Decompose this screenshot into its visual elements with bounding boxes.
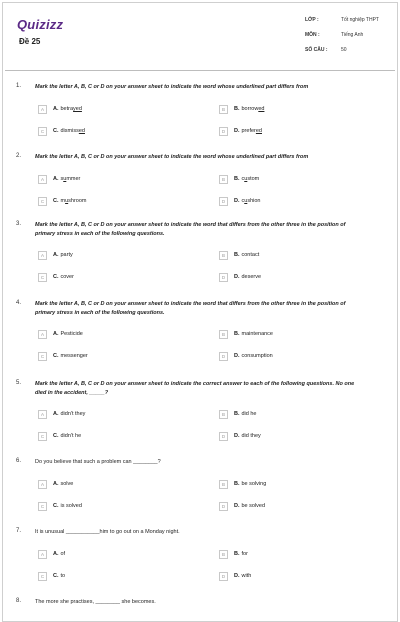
answer-checkbox[interactable]: B bbox=[219, 550, 228, 559]
option-text: is solved bbox=[60, 503, 82, 509]
option-text: for bbox=[241, 551, 248, 557]
meta-label: SỐ CÂU : bbox=[305, 47, 328, 53]
answer-checkbox[interactable]: A bbox=[38, 410, 47, 419]
answer-option-b[interactable] bbox=[219, 479, 266, 489]
question-text: It is unusual ___________him to go out on a Monday night. bbox=[35, 529, 180, 535]
question-text: Mark the letter A, B, C or D on your answer sheet to indicate the word that differs from the other three in the position of primary stress in each of the following questions. bbox=[35, 301, 346, 316]
option-letter: B. bbox=[234, 551, 240, 557]
option-text: contact bbox=[241, 252, 260, 258]
meta-block bbox=[305, 17, 379, 62]
answer-checkbox[interactable]: D bbox=[219, 432, 228, 441]
option-letter: B. bbox=[234, 481, 240, 487]
meta-label: LỚP : bbox=[305, 17, 319, 23]
answer-checkbox[interactable]: C bbox=[38, 572, 47, 581]
option-text: did they bbox=[241, 433, 261, 439]
question-text: Mark the letter A, B, C or D on your answer sheet to indicate the correct answer to each of the following questions. No one died in the accident, _____? bbox=[35, 381, 355, 396]
answer-checkbox[interactable]: B bbox=[219, 330, 228, 339]
answer-checkbox[interactable]: D bbox=[219, 197, 228, 206]
answer-option-d[interactable] bbox=[219, 501, 265, 511]
answer-checkbox[interactable]: A bbox=[38, 550, 47, 559]
question-number: 4. bbox=[16, 300, 22, 306]
question-number: 5. bbox=[16, 380, 22, 386]
option-text: betrayed bbox=[60, 106, 82, 112]
meta-row-class bbox=[305, 17, 379, 32]
answer-checkbox[interactable]: A bbox=[38, 105, 47, 114]
question-text: Mark the letter A, B, C or D on your answer sheet to indicate the word whose underlined part differs from bbox=[35, 84, 309, 90]
option-letter: A. bbox=[53, 176, 59, 182]
question-number: 8. bbox=[16, 598, 22, 604]
meta-row-count bbox=[305, 47, 379, 62]
option-letter: A. bbox=[53, 411, 59, 417]
option-text: with bbox=[241, 573, 252, 579]
answer-option-d[interactable] bbox=[219, 272, 261, 282]
question-number: 7. bbox=[16, 528, 22, 534]
answer-option-d[interactable] bbox=[219, 351, 273, 361]
question-text: The more she practises, ________ she becomes. bbox=[35, 599, 156, 605]
option-text: didn't he bbox=[60, 433, 82, 439]
option-letter: D. bbox=[234, 503, 240, 509]
answer-option-b[interactable] bbox=[219, 549, 248, 559]
answer-checkbox[interactable]: B bbox=[219, 251, 228, 260]
question-number: 3. bbox=[16, 221, 22, 227]
option-text: solve bbox=[60, 481, 74, 487]
question-number: 2. bbox=[16, 153, 22, 159]
answer-option-d[interactable] bbox=[219, 196, 260, 206]
answer-checkbox[interactable]: D bbox=[219, 352, 228, 361]
meta-value: Tiếng Anh bbox=[341, 32, 364, 38]
quizizz-logo: Quizizz bbox=[17, 17, 64, 32]
option-text: consumption bbox=[241, 353, 273, 359]
option-letter: A. bbox=[53, 331, 59, 337]
answer-checkbox[interactable]: A bbox=[38, 175, 47, 184]
answer-checkbox[interactable]: D bbox=[219, 572, 228, 581]
option-letter: C. bbox=[53, 503, 59, 509]
option-letter: C. bbox=[53, 573, 59, 579]
page-title: Đề 25 bbox=[19, 37, 41, 46]
option-letter: C. bbox=[53, 198, 59, 204]
answer-checkbox[interactable]: C bbox=[38, 197, 47, 206]
option-text: be solving bbox=[241, 481, 267, 487]
option-letter: B. bbox=[234, 411, 240, 417]
option-letter: A. bbox=[53, 106, 59, 112]
answer-option-a[interactable] bbox=[38, 549, 65, 559]
option-letter: C. bbox=[53, 433, 59, 439]
answer-checkbox[interactable]: B bbox=[219, 480, 228, 489]
answer-checkbox[interactable]: D bbox=[219, 273, 228, 282]
answer-checkbox[interactable]: D bbox=[219, 502, 228, 511]
option-letter: A. bbox=[53, 252, 59, 258]
option-letter: D. bbox=[234, 353, 240, 359]
option-text: of bbox=[60, 551, 66, 557]
option-text: be solved bbox=[241, 503, 266, 509]
answer-option-b[interactable] bbox=[219, 174, 259, 184]
answer-option-c[interactable] bbox=[38, 196, 87, 206]
answer-option-d[interactable] bbox=[219, 431, 261, 441]
answer-checkbox[interactable]: A bbox=[38, 480, 47, 489]
option-text: maintenance bbox=[241, 331, 273, 337]
question-number: 6. bbox=[16, 458, 22, 464]
option-text: deserve bbox=[241, 274, 262, 280]
meta-row-subject bbox=[305, 32, 379, 47]
meta-label: MÔN : bbox=[305, 32, 320, 38]
answer-option-a[interactable] bbox=[38, 479, 73, 489]
option-text: party bbox=[60, 252, 73, 258]
answer-option-d[interactable] bbox=[219, 126, 262, 136]
option-letter: B. bbox=[234, 106, 240, 112]
option-letter: D. bbox=[234, 433, 240, 439]
worksheet-page bbox=[2, 2, 398, 622]
answer-option-b[interactable] bbox=[219, 250, 259, 260]
question-number: 1. bbox=[16, 83, 22, 89]
answer-checkbox[interactable]: C bbox=[38, 352, 47, 361]
answer-checkbox[interactable]: B bbox=[219, 105, 228, 114]
option-text: cover bbox=[60, 274, 74, 280]
option-letter: C. bbox=[53, 128, 59, 134]
answer-option-b[interactable] bbox=[219, 104, 264, 114]
answer-option-a[interactable] bbox=[38, 104, 82, 114]
option-text: didn't they bbox=[60, 411, 86, 417]
option-letter: B. bbox=[234, 176, 240, 182]
option-letter: D. bbox=[234, 274, 240, 280]
answer-option-c[interactable] bbox=[38, 571, 65, 581]
option-text: to bbox=[60, 573, 66, 579]
answer-option-c[interactable] bbox=[38, 431, 81, 441]
meta-value: Tốt nghiệp THPT bbox=[341, 17, 379, 23]
option-text: dismissed bbox=[60, 128, 85, 134]
option-text: borrowed bbox=[241, 106, 265, 112]
answer-checkbox[interactable]: C bbox=[38, 273, 47, 282]
option-letter: C. bbox=[53, 353, 59, 359]
answer-checkbox[interactable]: B bbox=[219, 175, 228, 184]
question-text: Do you believe that such a problem can ________? bbox=[35, 459, 161, 465]
answer-option-c[interactable] bbox=[38, 272, 74, 282]
meta-value: 50 bbox=[341, 47, 347, 53]
option-text: summer bbox=[60, 176, 81, 182]
option-letter: D. bbox=[234, 198, 240, 204]
option-letter: B. bbox=[234, 252, 240, 258]
answer-option-b[interactable] bbox=[219, 329, 273, 339]
option-letter: A. bbox=[53, 481, 59, 487]
answer-option-c[interactable] bbox=[38, 501, 82, 511]
option-text: prefered bbox=[241, 128, 262, 134]
answer-checkbox[interactable]: B bbox=[219, 410, 228, 419]
option-letter: D. bbox=[234, 573, 240, 579]
answer-checkbox[interactable]: A bbox=[38, 330, 47, 339]
option-letter: A. bbox=[53, 551, 59, 557]
answer-checkbox[interactable]: A bbox=[38, 251, 47, 260]
header-divider bbox=[5, 70, 395, 71]
answer-option-b[interactable] bbox=[219, 409, 257, 419]
answer-option-c[interactable] bbox=[38, 351, 88, 361]
question-text: Mark the letter A, B, C or D on your answer sheet to indicate the word that differs from the other three in the position of primary stress in each of the following questions. bbox=[35, 222, 346, 237]
answer-option-a[interactable] bbox=[38, 174, 80, 184]
option-text: Pesticide bbox=[60, 331, 83, 337]
option-text: custom bbox=[241, 176, 260, 182]
option-letter: D. bbox=[234, 128, 240, 134]
answer-option-a[interactable] bbox=[38, 250, 73, 260]
question-text: Mark the letter A, B, C or D on your answer sheet to indicate the word whose underlined part differs from bbox=[35, 154, 309, 160]
answer-option-a[interactable] bbox=[38, 329, 83, 339]
option-letter: C. bbox=[53, 274, 59, 280]
option-text: cushion bbox=[241, 198, 261, 204]
option-letter: B. bbox=[234, 331, 240, 337]
option-text: did he bbox=[241, 411, 257, 417]
answer-checkbox[interactable]: C bbox=[38, 502, 47, 511]
answer-checkbox[interactable]: C bbox=[38, 432, 47, 441]
answer-option-c[interactable] bbox=[38, 126, 85, 136]
answer-checkbox[interactable]: C bbox=[38, 127, 47, 136]
answer-option-a[interactable] bbox=[38, 409, 85, 419]
option-text: mushroom bbox=[60, 198, 87, 204]
answer-option-d[interactable] bbox=[219, 571, 251, 581]
option-text: messenger bbox=[60, 353, 88, 359]
answer-checkbox[interactable]: D bbox=[219, 127, 228, 136]
